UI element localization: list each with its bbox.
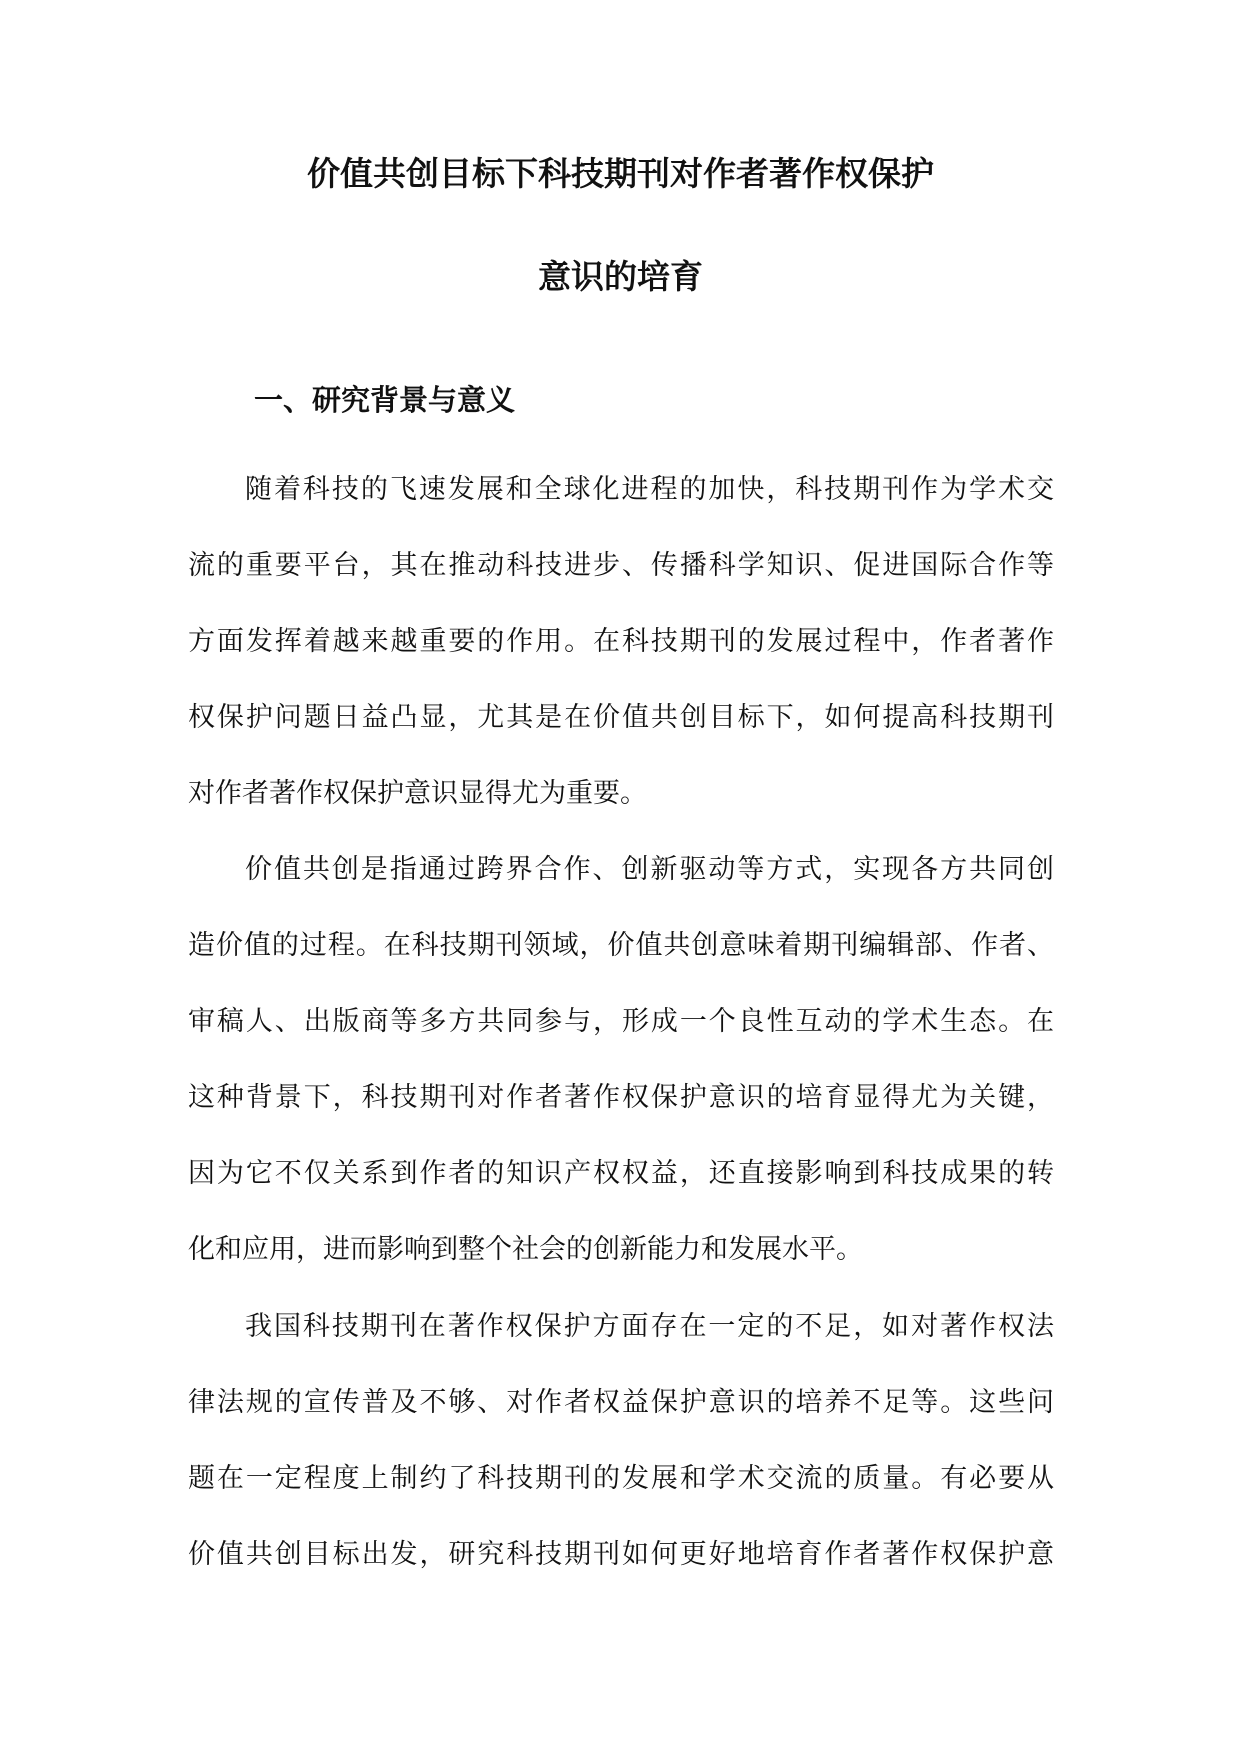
- section-heading: 一、研究背景与意义: [254, 383, 516, 417]
- paragraph-line: 审稿人、出版商等多方共同参与，形成一个良性互动的学术生态。在: [188, 1006, 1054, 1037]
- paragraph-line: 方面发挥着越来越重要的作用。在科技期刊的发展过程中，作者著作: [188, 626, 1054, 657]
- paragraph-line: 价值共创目标出发，研究科技期刊如何更好地培育作者著作权保护意: [188, 1539, 1054, 1570]
- paragraph-line: 律法规的宣传普及不够、对作者权益保护意识的培养不足等。这些问: [188, 1387, 1054, 1418]
- paragraph-line: 权保护问题日益凸显，尤其是在价值共创目标下，如何提高科技期刊: [188, 702, 1054, 733]
- paragraph-line: 价值共创是指通过跨界合作、创新驱动等方式，实现各方共同创: [245, 854, 1054, 885]
- paragraph-line: 流的重要平台，其在推动科技进步、传播科学知识、促进国际合作等: [188, 550, 1054, 581]
- document-title-line-2: 意识的培育: [538, 257, 703, 296]
- paragraph-line: 因为它不仅关系到作者的知识产权权益，还直接影响到科技成果的转: [188, 1158, 1054, 1189]
- document-title-line-1: 价值共创目标下科技期刊对作者著作权保护: [307, 154, 934, 193]
- paragraph-line: 随着科技的飞速发展和全球化进程的加快，科技期刊作为学术交: [245, 474, 1054, 505]
- paragraph-line: 化和应用，进而影响到整个社会的创新能力和发展水平。: [188, 1234, 863, 1265]
- paragraph-line: 这种背景下，科技期刊对作者著作权保护意识的培育显得尤为关键，: [188, 1082, 1054, 1113]
- paragraph-line: 题在一定程度上制约了科技期刊的发展和学术交流的质量。有必要从: [188, 1463, 1054, 1494]
- paragraph-line: 造价值的过程。在科技期刊领域，价值共创意味着期刊编辑部、作者、: [188, 930, 1054, 961]
- paragraph-line: 我国科技期刊在著作权保护方面存在一定的不足，如对著作权法: [245, 1311, 1054, 1342]
- paragraph-line: 对作者著作权保护意识显得尤为重要。: [188, 778, 647, 809]
